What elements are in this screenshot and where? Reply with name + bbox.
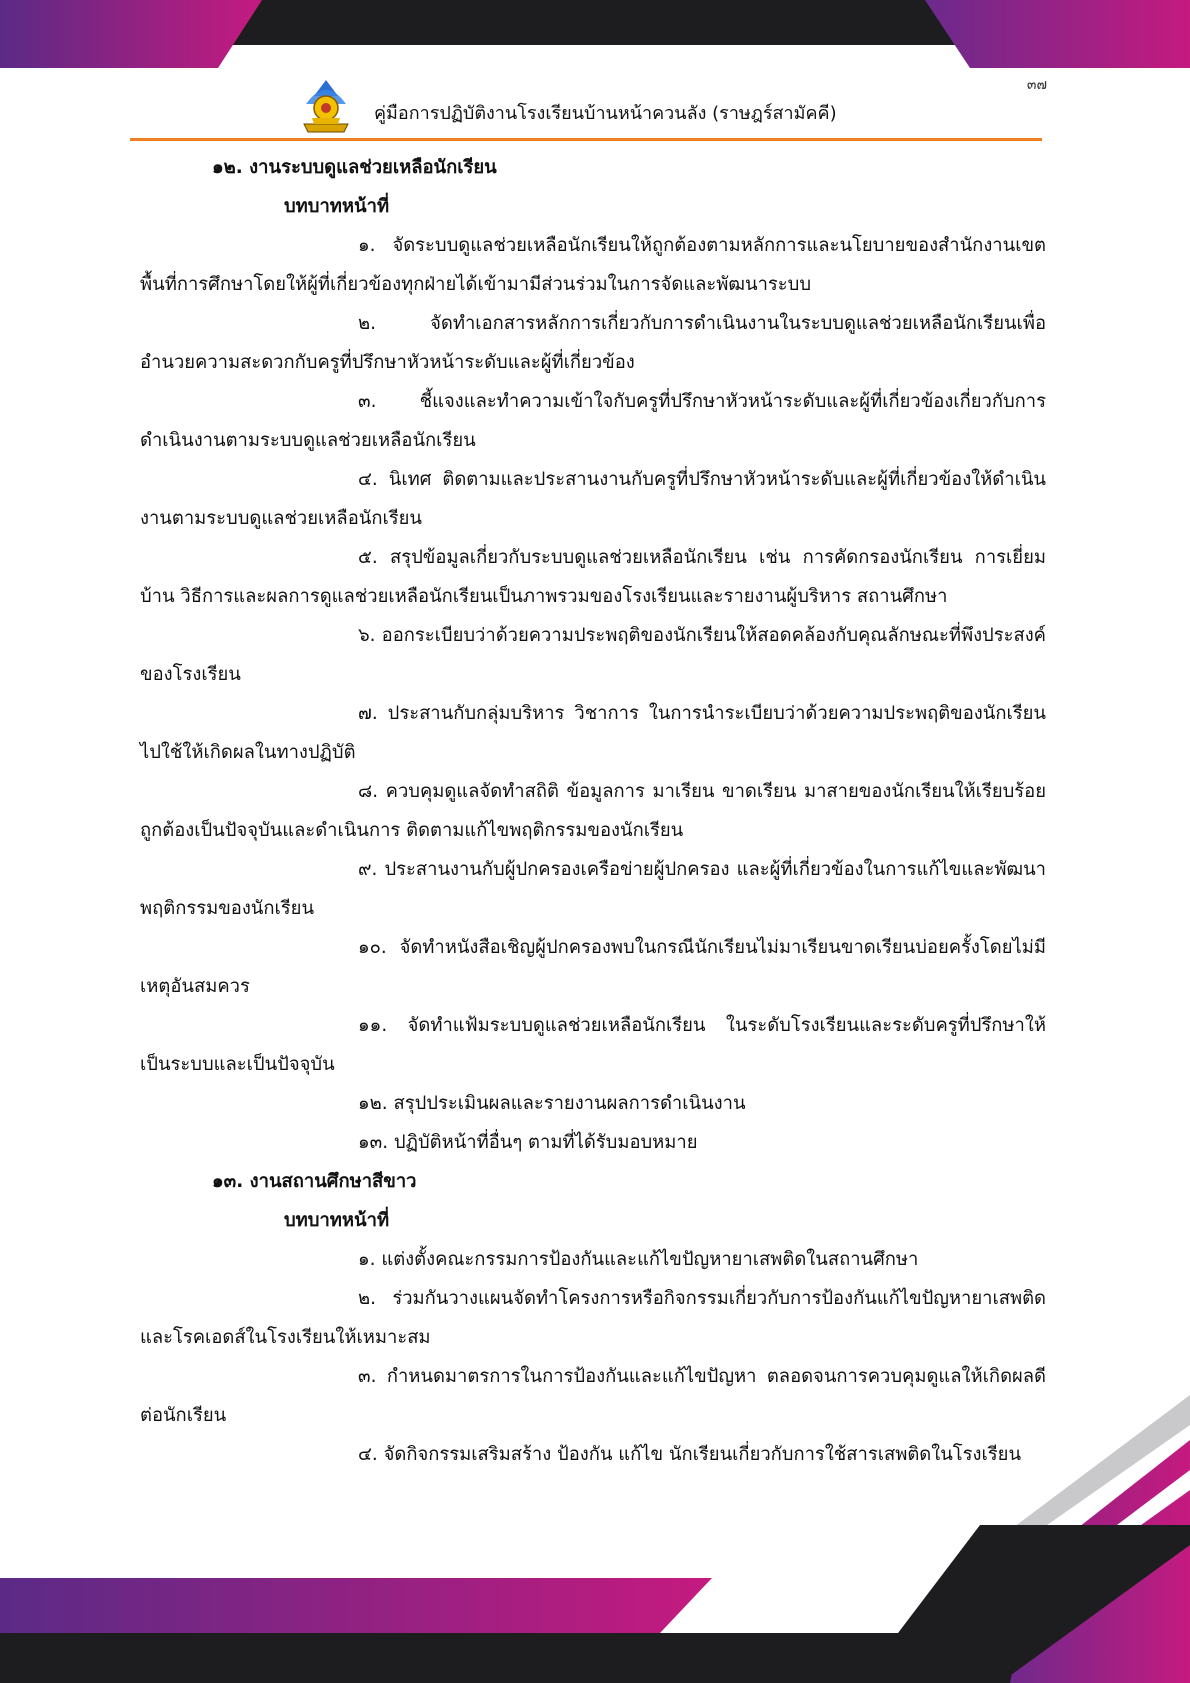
- document-body: [140, 148, 1046, 1474]
- header-divider: [130, 138, 1042, 141]
- duty-item: ๑๒. สรุปประเมินผลและรายงานผลการดำเนินงาน: [358, 1093, 746, 1114]
- section-title: ๑๓. งานสถานศึกษาสีขาว: [212, 1171, 417, 1192]
- duty-item: ๙. ประสานงานกับผู้ปกครองเครือข่ายผู้ปกครอง และผู้ที่เกี่ยวข้องในการแก้ไขและพัฒนาพฤติกรรมของนักเรียน: [140, 859, 1046, 919]
- duty-item: ๓. ชี้แจงและทำความเข้าใจกับครูที่ปรึกษาหัวหน้าระดับและผู้ที่เกี่ยวข้องเกี่ยวกับการดำเนินงานตามระบบดูแลช่วยเหลือนักเรียน: [140, 391, 1046, 451]
- duty-item: ๒. จัดทำเอกสารหลักการเกี่ยวกับการดำเนินงานในระบบดูแลช่วยเหลือนักเรียนเพื่ออำนวยความสะดวกกับครูที่ปรึกษาหัวหน้าระดับและผู้ที่เกี่ยวข้อง: [140, 313, 1046, 373]
- duty-item: ๗. ประสานกับกลุ่มบริหาร วิชาการ ในการนำระเบียบว่าด้วยความประพฤติของนักเรียนไปใช้ให้เกิดผลในทางปฏิบัติ: [140, 703, 1046, 763]
- school-emblem: [298, 78, 354, 136]
- duty-item: ๔. นิเทศ ติดตามและประสานงานกับครูที่ปรึกษาหัวหน้าระดับและผู้ที่เกี่ยวข้องให้ดำเนินงานตามระบบดูแลช่วยเหลือนักเรียน: [140, 469, 1046, 529]
- role-heading: บทบาทหน้าที่: [284, 1210, 390, 1231]
- duty-item: ๖. ออกระเบียบว่าด้วยความประพฤติของนักเรียนให้สอดคล้องกับคุณลักษณะที่พึงประสงค์ของโรงเรียน: [140, 625, 1046, 685]
- role-heading: บทบาทหน้าที่: [284, 196, 390, 217]
- duty-item: ๕. สรุปข้อมูลเกี่ยวกับระบบดูแลช่วยเหลือนักเรียน เช่น การคัดกรองนักเรียน การเยี่ยมบ้าน วิธีการและผลการดูแลช่วยเหลือนักเรียนเป็นภาพรวมของโรงเรียนและรายงานผู้บริหาร สถานศึกษา: [140, 547, 1046, 607]
- duty-item: ๑๑. จัดทำแฟ้มระบบดูแลช่วยเหลือนักเรียน ในระดับโรงเรียนและระดับครูที่ปรึกษาให้เป็นระบบและเป็นปัจจุบัน: [140, 1015, 1046, 1075]
- duty-item: ๘. ควบคุมดูแลจัดทำสถิติ ข้อมูลการ มาเรียน ขาดเรียน มาสายของนักเรียนให้เรียบร้อยถูกต้องเป็นปัจจุบันและดำเนินการ ติดตามแก้ไขพฤติกรรมของนักเรียน: [140, 781, 1046, 841]
- page-number: ๓๗: [1026, 77, 1047, 93]
- duty-item: ๑. แต่งตั้งคณะกรรมการป้องกันและแก้ไขปัญหายาเสพติดในสถานศึกษา: [358, 1249, 919, 1270]
- duty-item: ๑๐. จัดทำหนังสือเชิญผู้ปกครองพบในกรณีนักเรียนไม่มาเรียนขาดเรียนบ่อยครั้งโดยไม่มีเหตุอันสมควร: [140, 937, 1046, 997]
- bottom-band: [0, 1578, 1020, 1683]
- top-band: [0, 0, 1190, 68]
- duty-item: ๑๓. ปฏิบัติหน้าที่อื่นๆ ตามที่ได้รับมอบหมาย: [358, 1132, 698, 1153]
- section-title: ๑๒. งานระบบดูแลช่วยเหลือนักเรียน: [212, 157, 497, 178]
- duty-item: ๔. จัดกิจกรรมเสริมสร้าง ป้องกัน แก้ไข นักเรียนเกี่ยวกับการใช้สารเสพติดในโรงเรียน: [358, 1444, 1022, 1465]
- duty-item: ๒. ร่วมกันวางแผนจัดทำโครงการหรือกิจกรรมเกี่ยวกับการป้องกันแก้ไขปัญหายาเสพติดและโรคเอดส์ในโรงเรียนให้เหมาะสม: [140, 1288, 1046, 1348]
- duty-item: ๓. กำหนดมาตรการในการป้องกันและแก้ไขปัญหา ตลอดจนการควบคุมดูแลให้เกิดผลดีต่อนักเรียน: [140, 1366, 1046, 1426]
- duty-item: ๑. จัดระบบดูแลช่วยเหลือนักเรียนให้ถูกต้องตามหลักการและนโยบายของสำนักงานเขตพื้นที่การศึกษาโดยให้ผู้ที่เกี่ยวข้องทุกฝ่ายได้เข้ามามีส่วนร่วมในการจัดและพัฒนาระบบ: [140, 235, 1046, 295]
- page-header-title: คู่มือการปฏิบัติงานโรงเรียนบ้านหน้าควนลัง (ราษฎร์สามัคคี): [374, 103, 837, 124]
